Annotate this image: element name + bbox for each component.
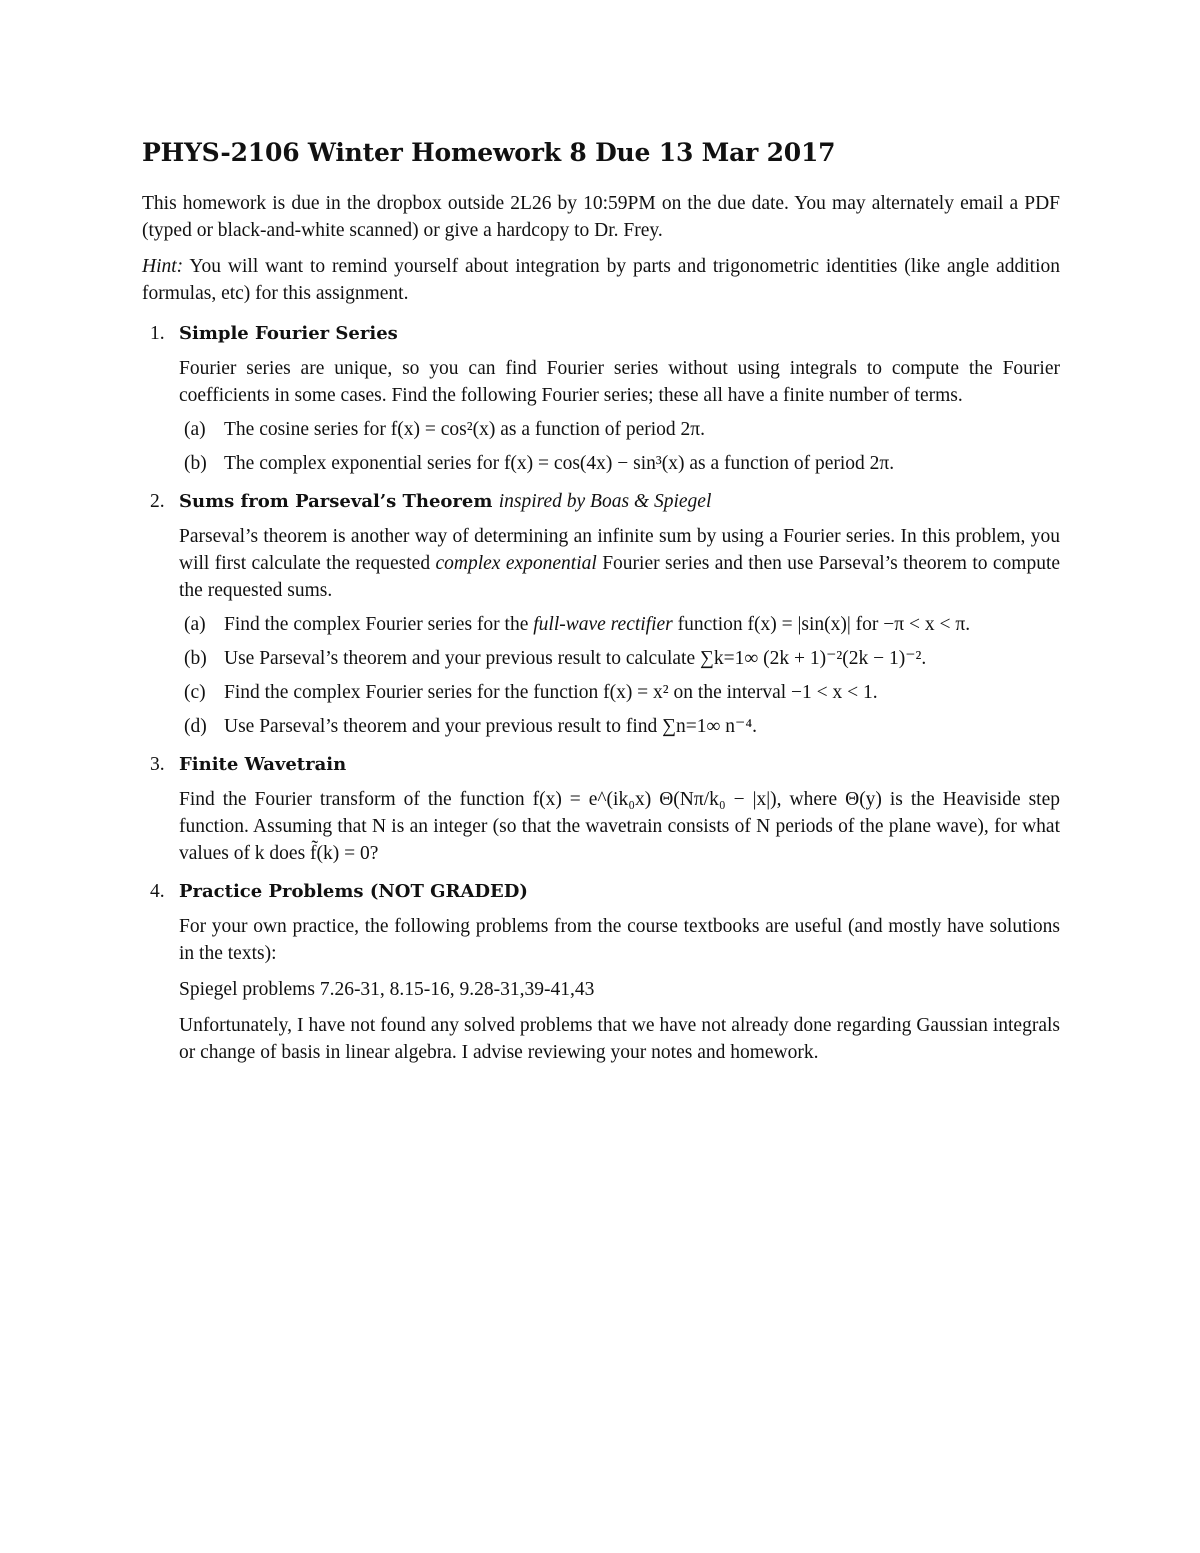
problem-number: 2. xyxy=(150,491,165,512)
page-title: PHYS-2106 Winter Homework 8 Due 13 Mar 2017 xyxy=(142,138,836,167)
problem-description: Find the Fourier transform of the function f(x) = e^(ik₀x) Θ(Nπ/k₀ − |x|), where Θ(y) is the Heaviside step function. Assuming that N is an integer (so that the wavetrain consists of N periods of the plane wave), for what values of k does f̃(k) = 0? xyxy=(179,789,1060,864)
hint-text: You will want to remind yourself about integration by parts and trigonometric identities (like angle addition formulas, etc) for this assignment. xyxy=(142,256,1060,304)
subpart-text: The cosine series for f(x) = cos²(x) as a function of period 2π. xyxy=(224,419,705,440)
problem-description: Fourier series are unique, so you can find Fourier series without using integrals to compute the Fourier coefficients in some cases. Find the following Fourier series; these all have a finite number of terms. xyxy=(179,358,1060,406)
problem-body xyxy=(179,523,1060,740)
subpart-text-post: function f(x) = |sin(x)| for −π < x < π. xyxy=(677,614,971,635)
problem-heading xyxy=(179,488,1060,515)
subpart-label: (c) xyxy=(184,682,206,703)
homework-page xyxy=(142,130,1060,1077)
problem-4 xyxy=(142,878,1060,1066)
description-pre: Parseval’s theorem is another way of determining an infinite sum by using a Fourier series. In this problem, you will first calculate the requested xyxy=(179,526,1060,574)
subpart-1a xyxy=(179,416,1060,443)
problem-heading xyxy=(179,878,1060,905)
problem-number: 4. xyxy=(150,881,165,902)
subpart-label: (a) xyxy=(184,419,206,440)
practice-note: Unfortunately, I have not found any solved problems that we have not already done regarding Gaussian integrals or change of basis in linear algebra. I advise reviewing your notes and homework. xyxy=(179,1015,1060,1063)
problem-description xyxy=(179,523,1060,604)
subpart-text-emphasis: full-wave rectifier xyxy=(533,614,673,635)
problem-heading xyxy=(179,751,1060,778)
problem-heading-text: Simple Fourier Series xyxy=(179,323,398,344)
subpart-1b xyxy=(179,450,1060,477)
problem-heading-text: Finite Wavetrain xyxy=(179,754,347,775)
problem-2 xyxy=(142,488,1060,740)
subpart-2b xyxy=(179,645,1060,672)
problem-number: 1. xyxy=(150,323,165,344)
hint-label: Hint: xyxy=(142,256,184,277)
subpart-text: Find the complex Fourier series for the function f(x) = x² on the interval −1 < x < 1. xyxy=(224,682,878,703)
subpart-label: (b) xyxy=(184,453,207,474)
problem-3 xyxy=(142,751,1060,867)
problem-heading-text: Practice Problems (NOT GRADED) xyxy=(179,881,528,902)
subpart-2a xyxy=(179,611,1060,638)
problem-tag: inspired by Boas & Spiegel xyxy=(498,491,712,512)
problem-heading-text: Sums from Parseval’s Theorem xyxy=(179,491,493,512)
hint-paragraph xyxy=(142,253,1060,307)
subpart-2d xyxy=(179,713,1060,740)
subpart-label: (a) xyxy=(184,614,206,635)
problem-body xyxy=(179,913,1060,1066)
description-post: Fourier series and then use Parseval’s theorem to compute the requested sums. xyxy=(179,553,1061,601)
practice-intro: For your own practice, the following problems from the course textbooks are useful (and mostly have solutions in the texts): xyxy=(179,916,1060,964)
problem-body xyxy=(179,786,1060,867)
subpart-2c xyxy=(179,679,1060,706)
description-emphasis: complex exponential xyxy=(435,553,597,574)
problem-body xyxy=(179,355,1060,477)
subpart-text: Use Parseval’s theorem and your previous result to find ∑n=1∞ n⁻⁴. xyxy=(224,716,758,737)
problem-list xyxy=(142,320,1060,1066)
subpart-text-pre: Find the complex Fourier series for the xyxy=(224,614,529,635)
subpart-list xyxy=(179,416,1060,477)
subpart-label: (d) xyxy=(184,716,207,737)
subpart-label: (b) xyxy=(184,648,207,669)
problem-heading xyxy=(179,320,1060,347)
problem-number: 3. xyxy=(150,754,165,775)
practice-list: Spiegel problems 7.26-31, 8.15-16, 9.28-31,39-41,43 xyxy=(179,979,595,1000)
subpart-text: The complex exponential series for f(x) = cos(4x) − sin³(x) as a function of period 2π. xyxy=(224,453,895,474)
problem-1 xyxy=(142,320,1060,477)
subpart-text: Use Parseval’s theorem and your previous result to calculate ∑k=1∞ (2k + 1)⁻²(2k − 1)⁻². xyxy=(224,648,927,669)
intro-paragraph: This homework is due in the dropbox outside 2L26 by 10:59PM on the due date. You may alternately email a PDF (typed or black-and-white scanned) or give a hardcopy to Dr. Frey. xyxy=(142,193,1060,241)
subpart-list xyxy=(179,611,1060,740)
